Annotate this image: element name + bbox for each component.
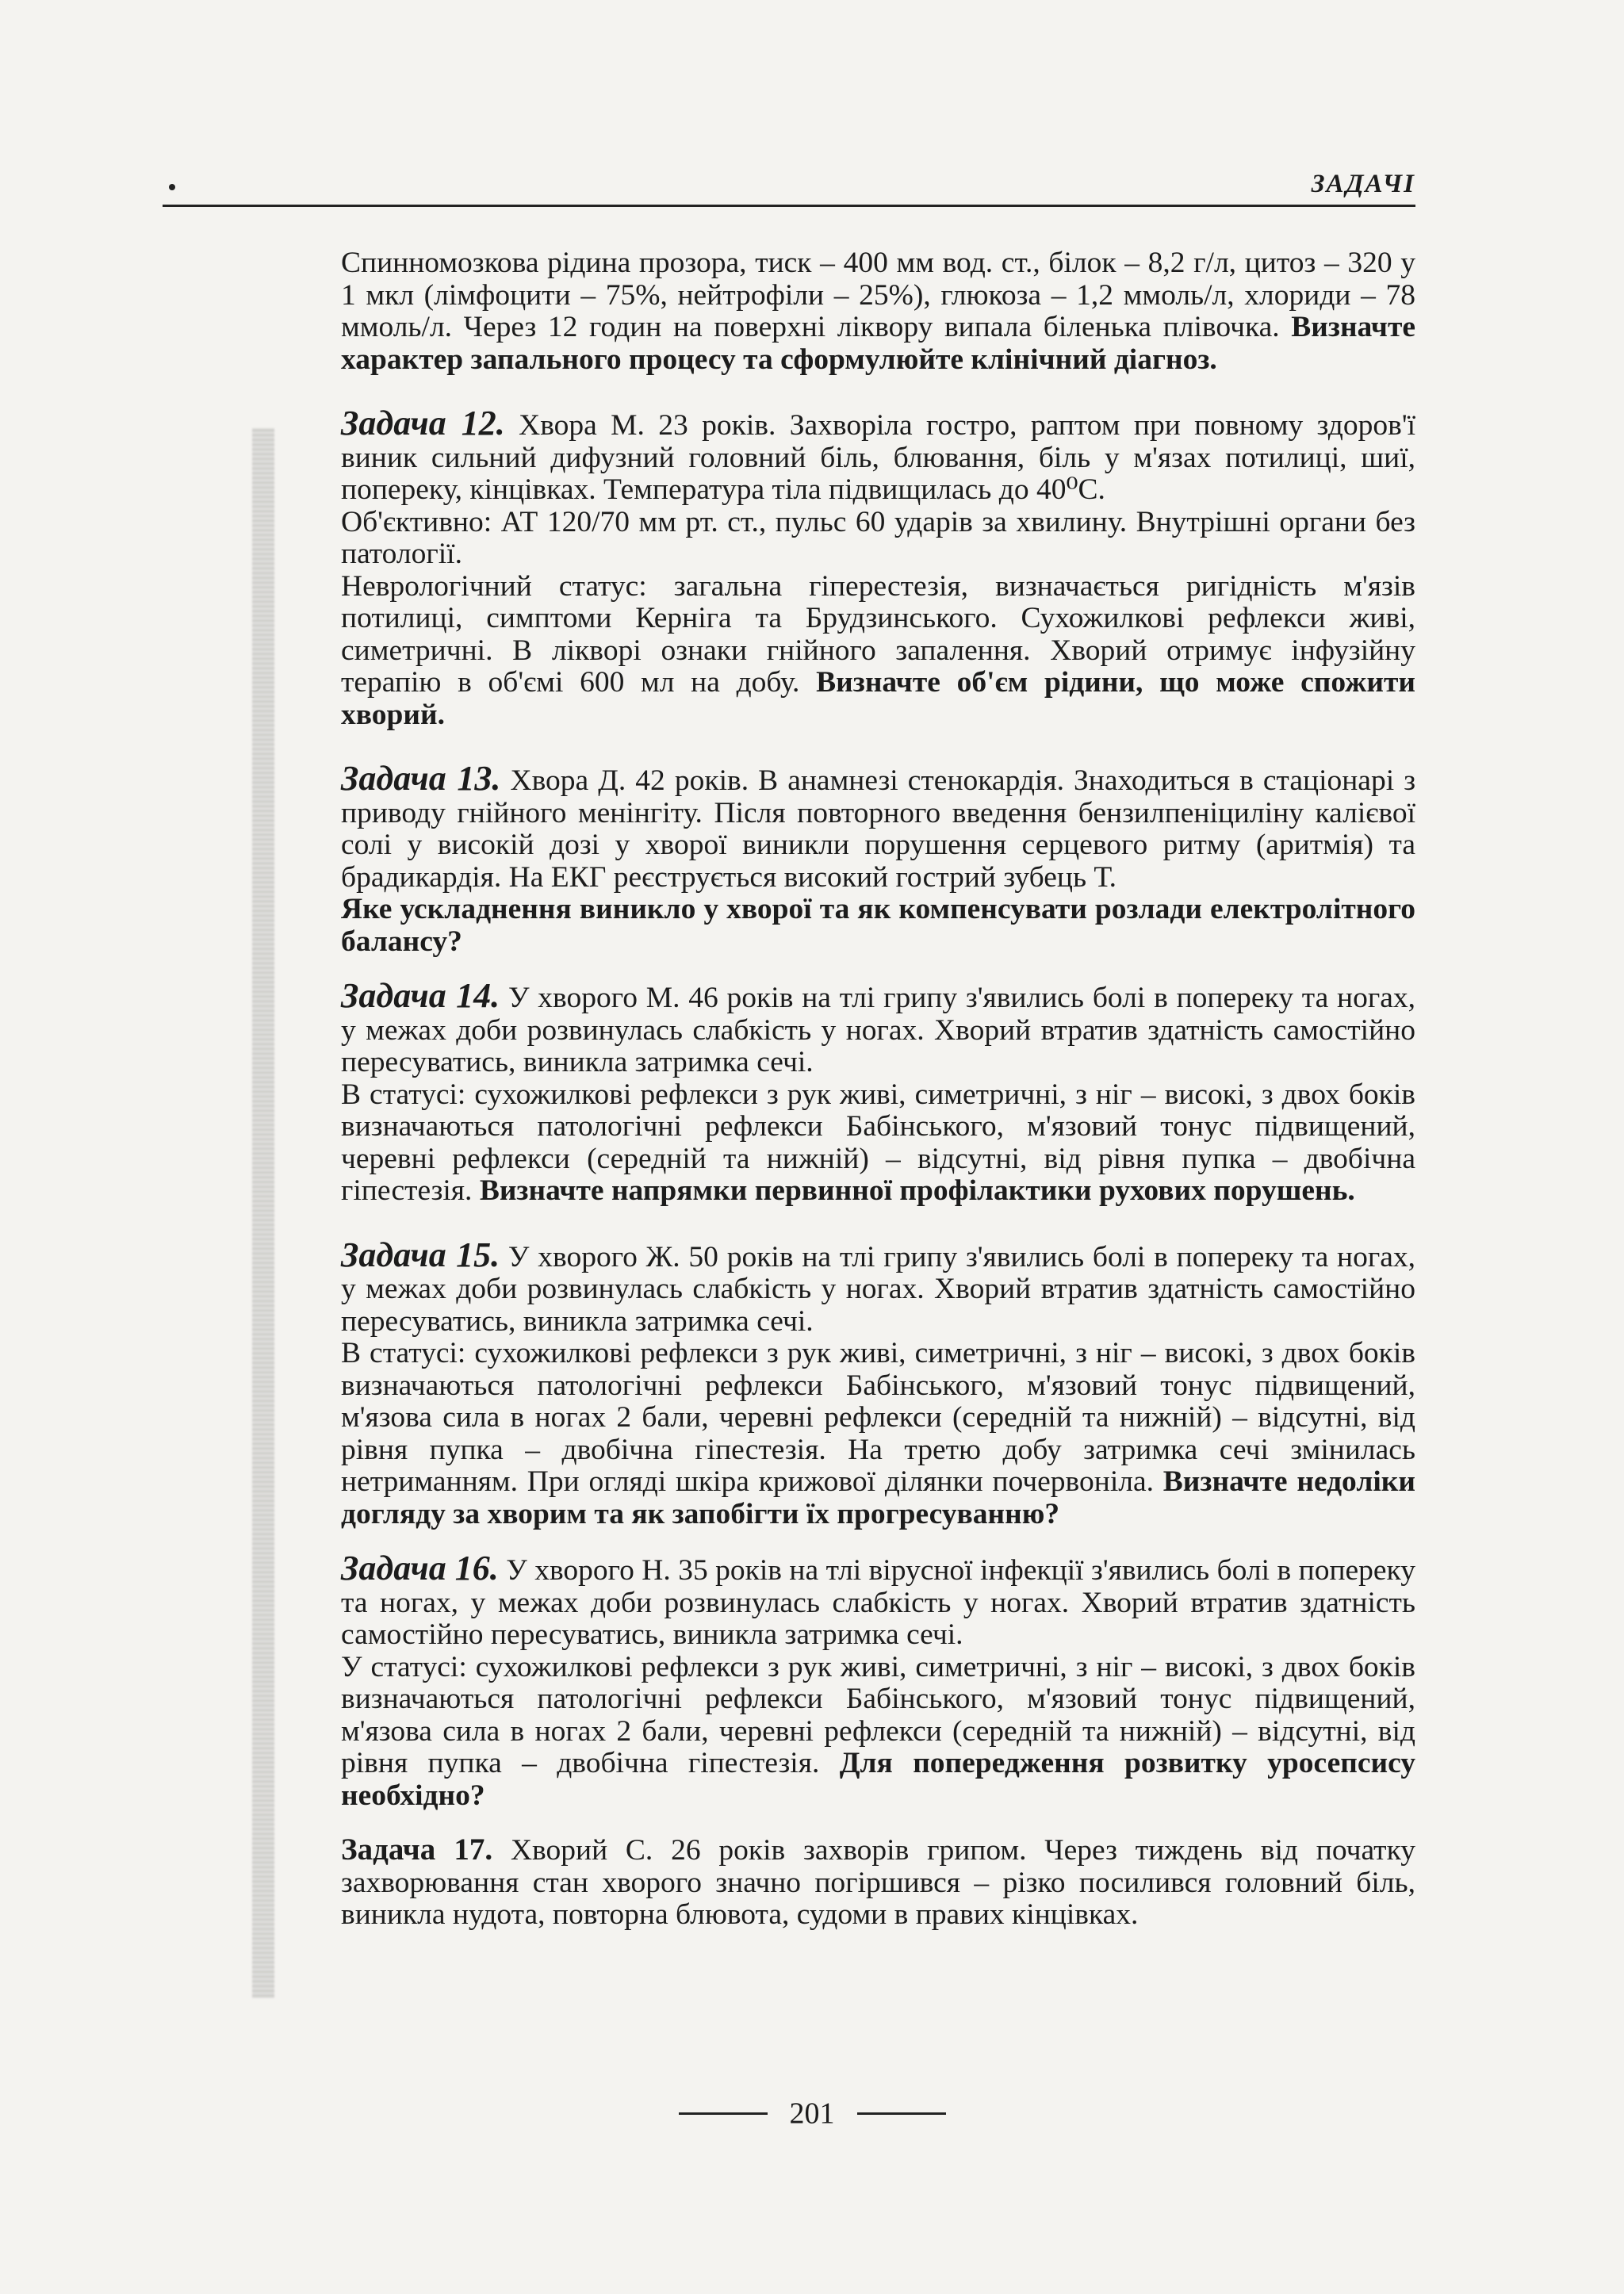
task-12 <box>341 404 1416 731</box>
task-paragraph <box>341 1834 1415 1932</box>
task-label: Задача 16. <box>341 1549 499 1587</box>
task-17 <box>341 1834 1415 1932</box>
task-question: Яке ускладнення виникло у хворої та як компенсувати розлади електролітного балансу? <box>341 893 1415 958</box>
page-header <box>163 167 1415 206</box>
task-paragraph <box>341 1235 1415 1338</box>
task-13 <box>341 759 1416 958</box>
task-label: Задача 17. <box>341 1833 493 1867</box>
page-footer <box>0 2093 1624 2131</box>
task-question: Визначте об'єм рідини, що може спожити хворий. <box>341 666 1416 731</box>
task-text: В статусі: сухожилкові рефлекси з рук живі, симетричні, з ніг – високі, з двох боків визначаються патологічні рефлекси Бабінського, м'язовий тонус підвищений, черевні рефлекси (середній та нижній) – відсутні, від рівня пупка – двобічна гіпестезія. <box>341 1078 1415 1207</box>
task-question: Визначте недоліки догляду за хворим та як запобігти їх прогресуванню? <box>341 1465 1415 1530</box>
task-16 <box>341 1549 1415 1812</box>
task-text: У хворого М. 46 років на тлі грипу з'явились болі в попереку та ногах, у межах доби розвинулась слабкість у ногах. Хворий втратив здатність самостійно пересуватись, виникла затримка сечі. <box>341 982 1415 1078</box>
task-paragraph <box>341 571 1415 732</box>
footer-rule-right <box>857 2112 946 2115</box>
task-paragraph <box>341 976 1415 1079</box>
intro-text: Спинномозкова рідина прозора, тиск – 400 мм вод. ст., білок – 8,2 г/л, цитоз – 320 у 1 мкл (лімфоцити – 75%, нейтрофіли – 25%), глюкоза – 1,2 ммоль/л, хлориди – 78 ммоль/л. Через 12 годин на поверхні ліквору випала біленька плівочка. <box>341 247 1415 343</box>
task-text: Хворий С. 26 років захворів грипом. Через тиждень від початку захворювання стан хворого значно погіршився – різко посилився головний біль, виникла нудота, повторна блювота, судоми в правих кінцівках. <box>341 1834 1416 1931</box>
task-question: Визначте напрямки первинної профілактики рухових порушень. <box>479 1174 1355 1207</box>
task-paragraph <box>341 1549 1415 1652</box>
page-body <box>341 247 1415 1932</box>
task-paragraph: Об'єктивно: АТ 120/70 мм рт. ст., пульс 60 ударів за хвилину. Внутрішні органи без патології. <box>341 505 1415 570</box>
task-paragraph <box>341 1079 1415 1208</box>
task-label: Задача 15. <box>341 1235 500 1274</box>
task-text: Хвора М. 23 років. Захворіла гостро, раптом при повному здоров'ї виник сильний дифузний головний біль, блювання, біль у м'язах потилиці, шиї, попереку, кінцівках. Температура тіла підвищилась до 40⁰С. <box>341 409 1416 506</box>
intro-paragraph <box>341 247 1415 376</box>
page-number: 201 <box>789 2097 835 2131</box>
running-title: ЗАДАЧІ <box>1311 170 1415 198</box>
header-rule <box>163 205 1415 207</box>
task-label: Задача 14. <box>341 976 500 1015</box>
task-label: Задача 12. <box>341 404 505 442</box>
task-text: У хворого Н. 35 років на тлі вірусної інфекції з'явились болі в попереку та ногах, у межах доби розвинулась слабкість у ногах. Хворий втратив здатність самостійно пересуватись, виникла затримка сечі. <box>341 1554 1415 1651</box>
task-text: В статусі: сухожилкові рефлекси з рук живі, симетричні, з ніг – високі, з двох боків визначаються патологічні рефлекси Бабінського, м'язовий тонус підвищений, м'язова сила в ногах 2 бали, черевні рефлекси (середній та нижній) – відсутні, від рівня пупка – двобічна гіпестезія. На третю добу затримка сечі змінилась нетриманням. При огляді шкіра крижової ділянки почервоніла. <box>341 1337 1415 1498</box>
intro-question: Визначте характер запального процесу та сформулюйте клінічний діагноз. <box>341 311 1416 376</box>
task-paragraph <box>341 404 1416 507</box>
bullet-dot-icon <box>169 184 175 190</box>
scan-shadow <box>252 428 274 1998</box>
task-paragraph <box>341 1652 1415 1813</box>
task-label: Задача 13. <box>341 759 501 798</box>
task-text: У статусі: сухожилкові рефлекси з рук живі, симетричні, з ніг – високі, з двох боків визначаються патологічні рефлекси Бабінського, м'язовий тонус підвищений, м'язова сила в ногах 2 бали, черевні рефлекси (середній та нижній) – відсутні, від рівня пупка – двобічна гіпестезія. <box>341 1650 1415 1779</box>
task-15 <box>341 1235 1415 1531</box>
task-question: Для попередження розвитку уросепсису необхідно? <box>341 1747 1415 1812</box>
task-paragraph <box>341 1338 1415 1530</box>
task-14 <box>341 976 1415 1208</box>
task-text: Неврологічний статус: загальна гіперестезія, визначається ригідність м'язів потилиці, симптоми Керніга та Брудзинського. Сухожилкові рефлекси живі, симетричні. В ліквoрі ознаки гнійного запалення. Хворий отримує інфузійну терапію в об'ємі 600 мл на добу. <box>341 569 1415 699</box>
footer-rule-left <box>679 2112 768 2115</box>
task-paragraph <box>341 759 1416 894</box>
task-text: У хворого Ж. 50 років на тлі грипу з'явились болі в попереку та ногах, у межах доби розвинулась слабкість у ногах. Хворий втратив здатність самостійно пересуватись, виникла затримка сечі. <box>341 1240 1415 1338</box>
task-text: Хвора Д. 42 років. В анамнезі стенокардія. Знаходиться в стаціонарі з приводу гнійного менінгіту. Після повторного введення бензилпеніциліну калієвої солі у високій дозі у хворої виникли порушення серцевого ритму (аритмія) та брадикардія. На ЕКГ реєструється високий гострий зубець Т. <box>341 764 1416 894</box>
